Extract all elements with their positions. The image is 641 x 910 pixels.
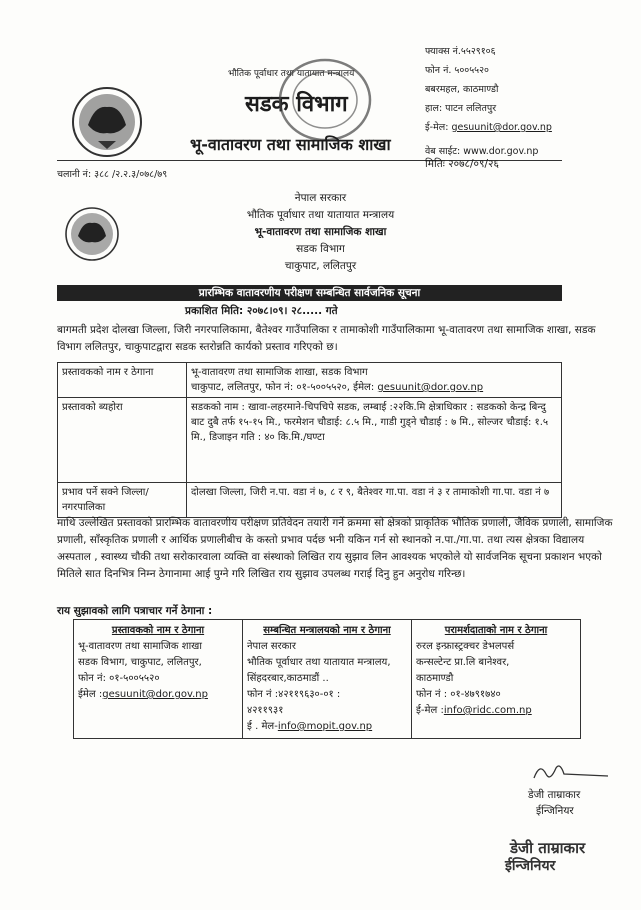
ministry-contact-line4: फोन नं :४२११९६३०-०१ : [247, 689, 341, 700]
proposer-contact-heading: प्रस्तावकको नाम र ठेगाना [111, 625, 205, 636]
ministry-contact-line2: भौतिक पूर्वाधार तथा यातायात मन्त्रालय, [247, 657, 391, 668]
published-date: प्रकाशित मिति: २०७८।०९। २८..... गते [185, 305, 338, 317]
proposer-contact-line2: सडक विभाग, चाकुपाट, ललितपुर, [78, 657, 202, 668]
stamp-title: ईन्जिनियर [505, 858, 556, 874]
proposer-value [187, 363, 562, 398]
proposer-contact-line3: फोन नं: ०१-५००५५२० [78, 673, 160, 684]
proposal-table [57, 362, 562, 518]
notice-branch: भू-वातावरण तथा सामाजिक शाखा [254, 226, 387, 238]
proposer-label: प्रस्तावकको नाम र ठेगाना [58, 363, 187, 398]
ministry-contact-line1: नेपाल सरकार [247, 641, 296, 652]
proposer-line1: भू-वातावरण तथा सामाजिक शाखा, सडक विभाग [191, 367, 368, 378]
stamp-name: डेजी ताम्राकार [510, 839, 586, 857]
consultant-contact-cell [412, 620, 581, 739]
ministry-contact-line3: सिंहदरबार,काठमाडौं .. [247, 673, 329, 684]
notice-location: चाकुपाट, ललितपुर [284, 260, 357, 272]
signatory-name: डेजी ताम्राकार [528, 789, 581, 801]
consultant-contact-email[interactable]: info@ridc.com.np [443, 705, 532, 716]
table-row [58, 483, 562, 518]
notice-heading [0, 190, 641, 275]
affected-area-value: दोलखा जिल्ला, जिरी न.पा. वडा नं ७, ८ र ९, बैतेश्वर गा.पा. वडा नं ३ र तामाकोशी गा.पा. वडा नं ७ [187, 483, 562, 518]
phone: फोन नं. ५००५५२० [425, 65, 489, 76]
address-line2: हाल: पाटन ललितपुर [425, 103, 497, 114]
contact-block [425, 42, 552, 161]
ministry-contact-cell [243, 620, 412, 739]
address-line1: बबरमहल, काठमाण्डौ [425, 84, 499, 95]
proposer-contact-cell [74, 620, 243, 739]
consultant-email-label: ई-मेल : [416, 705, 444, 716]
ministry-contact-email[interactable]: info@mopit.gov.np [277, 721, 373, 732]
ministry-email-label: ई . मेल- [247, 721, 278, 732]
intro-paragraph: बागमती प्रदेश दोलखा जिल्ला, जिरी नगरपालिकामा, बैतेश्वर गाउँपालिका र तामाकोशी गाउँपालिकामा भू-वातावरण तथा सामाजिक शाखा, सडक विभाग ललितपुर, चाकुपाटद्वारा सडक स्तरोन्नति कार्यको प्रस्ताव गरिएको छ। [57, 324, 596, 353]
consultant-contact-heading: परामर्शदाताको नाम र ठेगाना [444, 625, 548, 636]
address-label: राय सुझावको लागि पत्राचार गर्ने ठेगाना : [57, 605, 213, 617]
nepal-emblem-top [70, 85, 145, 160]
proposal-details-value: सडकको नाम : खावा-लहरमाने-चिपचिपे सडक, लम्बाई :२२कि.मि क्षेत्राधिकार : सडकको केन्द्र बिन्दु बाट दुबै तर्फ १५-१५ मि., फरमेशन चौडाई: ८.५ मि., गाडी गुड्ने चौडाई : ७ मि., सोल्जर चौडाई: १.५ मि., डिजाइन गति : ४० कि.मि./घण्टा [187, 398, 562, 483]
affected-area-label: प्रभाव पर्ने सक्ने जिल्ला/नगरपालिका [58, 483, 187, 518]
ministry-contact-heading: सम्बन्धित मन्त्रालयको नाम र ठेगाना [263, 625, 391, 636]
proposer-contact-line1: भू-वातावरण तथा सामाजिक शाखा [78, 641, 202, 652]
header-branch: भू-वातावरण तथा सामाजिक शाखा [190, 135, 391, 154]
contact-table [73, 619, 581, 739]
website[interactable]: वेब साईट: www.dor.gov.np [425, 146, 539, 157]
notice-gov: नेपाल सरकार [294, 192, 347, 204]
proposal-details-label: प्रस्तावको ब्यहोरा [58, 398, 187, 483]
proposer-line2-row [191, 380, 557, 395]
consultant-contact-line1: रुरल इन्फ्रास्ट्रक्चर डेभलपर्स [416, 641, 515, 652]
table-row [74, 620, 581, 739]
header-department: सडक विभाग [245, 92, 348, 117]
proposer-email[interactable]: gesuunit@dor.gov.np [377, 382, 484, 393]
proposer-line2: चाकुपाट, ललितपुर, फोन नं: ०१-५००५५२०, ईमेल: [191, 382, 375, 393]
proposer-contact-email-row [78, 687, 238, 703]
consultant-contact-line2: कन्सल्टेन्ट प्रा.लि बानेश्वर, [416, 657, 510, 668]
email-link[interactable]: gesuunit@dor.gov.np [451, 122, 552, 133]
ministry-contact-line5: ४२११९३१ [247, 705, 284, 716]
reference-number: चलानी नं: ३८८ /२.२.३/०७८/७९ [57, 169, 168, 180]
consultant-contact-email-row [416, 703, 576, 719]
signature-scribble [530, 760, 610, 784]
ministry-contact-email-row [247, 719, 407, 735]
fax: फ्याक्स नं.५५२९१०६ [425, 46, 496, 57]
proposer-email-label: ईमेल : [78, 689, 103, 700]
header-ministry-line: भौतिक पूर्वाधार तथा यातायात मन्त्रालय [228, 69, 355, 79]
consultant-contact-line3: काठमाण्डौ [416, 673, 454, 684]
email-label: ई-मेल: [425, 122, 449, 133]
notice-department: सडक विभाग [296, 243, 345, 255]
consultant-contact-line4: फोन नं : ०१-४७९१७४० [416, 689, 501, 700]
table-row [58, 398, 562, 483]
notice-title-bar: प्रारम्भिक वातावरणीय परीक्षण सम्बन्धित सार्वजनिक सूचना [57, 285, 562, 301]
notice-ministry: भौतिक पूर्वाधार तथा यातायात मन्त्रालय [246, 209, 395, 221]
proposer-contact-email[interactable]: gesuunit@dor.gov.np [102, 689, 208, 700]
table-row [58, 363, 562, 398]
body-paragraph: माथि उल्लेखित प्रस्तावको प्रारम्भिक वातावरणीय परीक्षण प्रतिवेदन तयारी गर्ने क्रममा सो क्षेत्रको प्राकृतिक भौतिक प्रणाली, जैविक प्रणाली, सामाजिक प्रणाली, साँस्कृतिक प्रणाली र आर्थिक प्रणालीबीच के कस्तो प्रभाव पर्दछ भनी यकिन गर्न सो स्थानको न.पा./गा.पा. तथा त्यस क्षेत्रका विद्यालय अस्पताल , स्वास्थ्य चौकी तथा सरोकारवाला व्यक्ति वा संस्थाको लिखित राय सुझाव लिन आवश्यक भएकोले यो सार्वजनिक सूचना प्रकाशन भएको मितिले सात दिनभित्र निम्न ठेगानामा आई पुग्ने गरि लिखित राय सुझाव उपलब्ध गराई दिनु हुन अनुरोध गरिन्छ। [57, 517, 613, 580]
email-row [425, 118, 552, 137]
issue-date: मितिः २०७८/०९/२६ [425, 158, 499, 170]
signatory-title: ईन्जिनियर [536, 805, 574, 817]
